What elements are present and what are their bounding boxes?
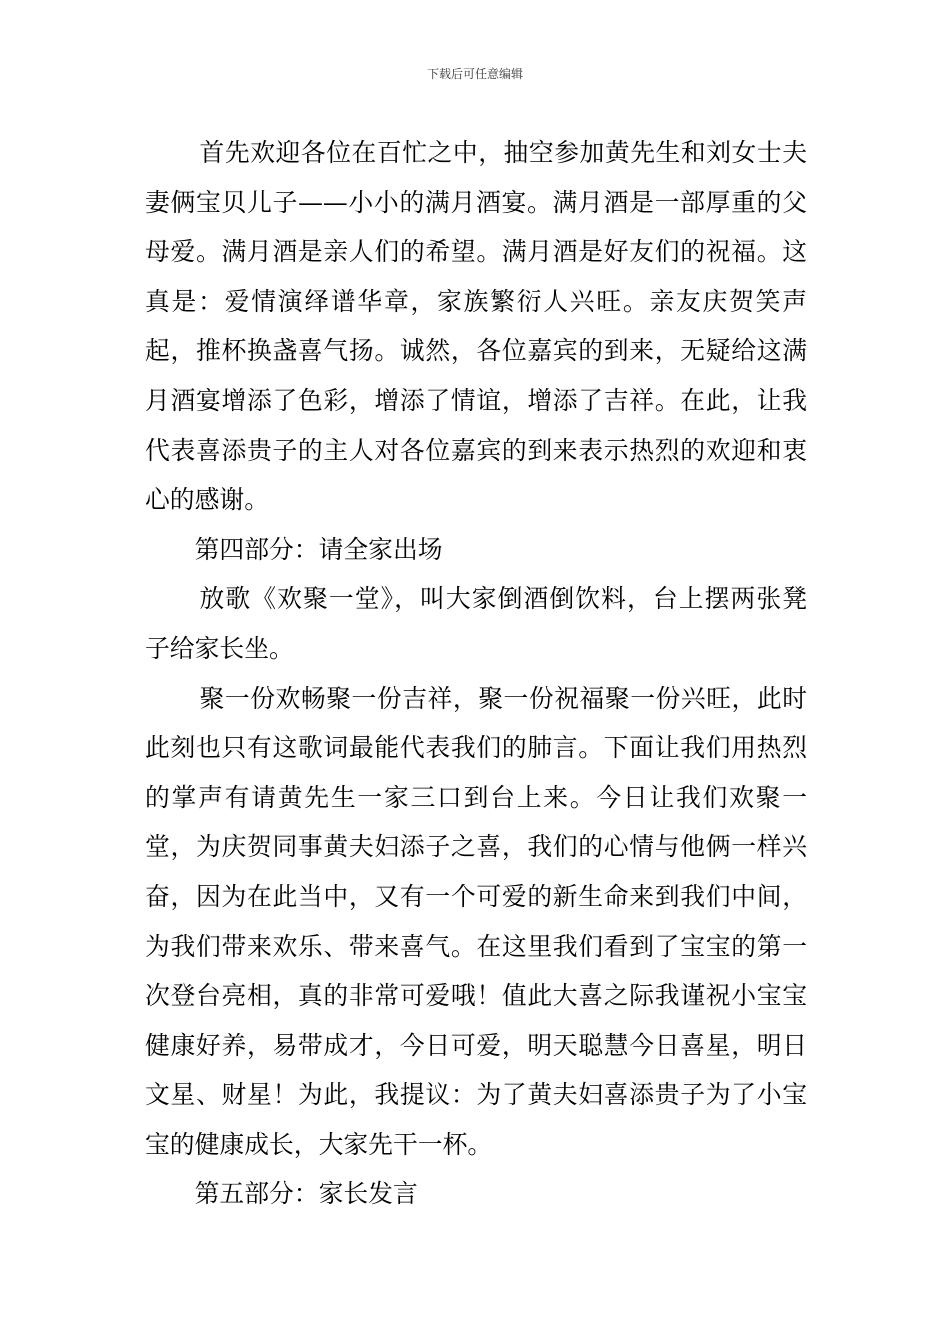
document-body: [145, 128, 807, 1219]
paragraph-toast: 聚一份欢畅聚一份吉祥，聚一份祝福聚一份兴旺，此时此刻也只有这歌词最能代表我们的肺言。下面让我们用热烈的掌声有请黄先生一家三口到台上来。今日让我们欢聚一堂，为庆贺同事黄夫妇添子之喜，我们的心情与他俩一样兴奋，因为在此当中，又有一个可爱的新生命来到我们中间，为我们带来欢乐、带来喜气。在这里我们看到了宝宝的第一次登台亮相，真的非常可爱哦！值此大喜之际我谨祝小宝宝健康好养，易带成才，今日可爱，明天聪慧今日喜星，明日文星、财星！为此，我提议：为了黄夫妇喜添贵子为了小宝宝的健康成长，大家先干一杯。: [145, 683, 807, 1159]
section-heading-part-five: 第五部分：家长发言: [194, 1179, 418, 1209]
section-heading-part-four: 第四部分：请全家出场: [194, 534, 443, 564]
paragraph-welcome: 首先欢迎各位在百忙之中，抽空参加黄先生和刘女士夫妻俩宝贝儿子——小小的满月酒宴。满月酒是一部厚重的父母爱。满月酒是亲人们的希望。满月酒是好友们的祝福。这真是：爱情演绎谱华章，家族繁衍人兴旺。亲友庆贺笑声起，推杯换盏喜气扬。诚然，各位嘉宾的到来，无疑给这满月酒宴增添了色彩，增添了情谊，增添了吉祥。在此，让我代表喜添贵子的主人对各位嘉宾的到来表示热烈的欢迎和衷心的感谢。: [145, 138, 807, 515]
paragraph-song-instructions: 放歌《欢聚一堂》，叫大家倒酒倒饮料，台上摆两张凳子给家长坐。: [145, 584, 807, 663]
page-header: 下载后可任意编辑: [426, 67, 523, 81]
